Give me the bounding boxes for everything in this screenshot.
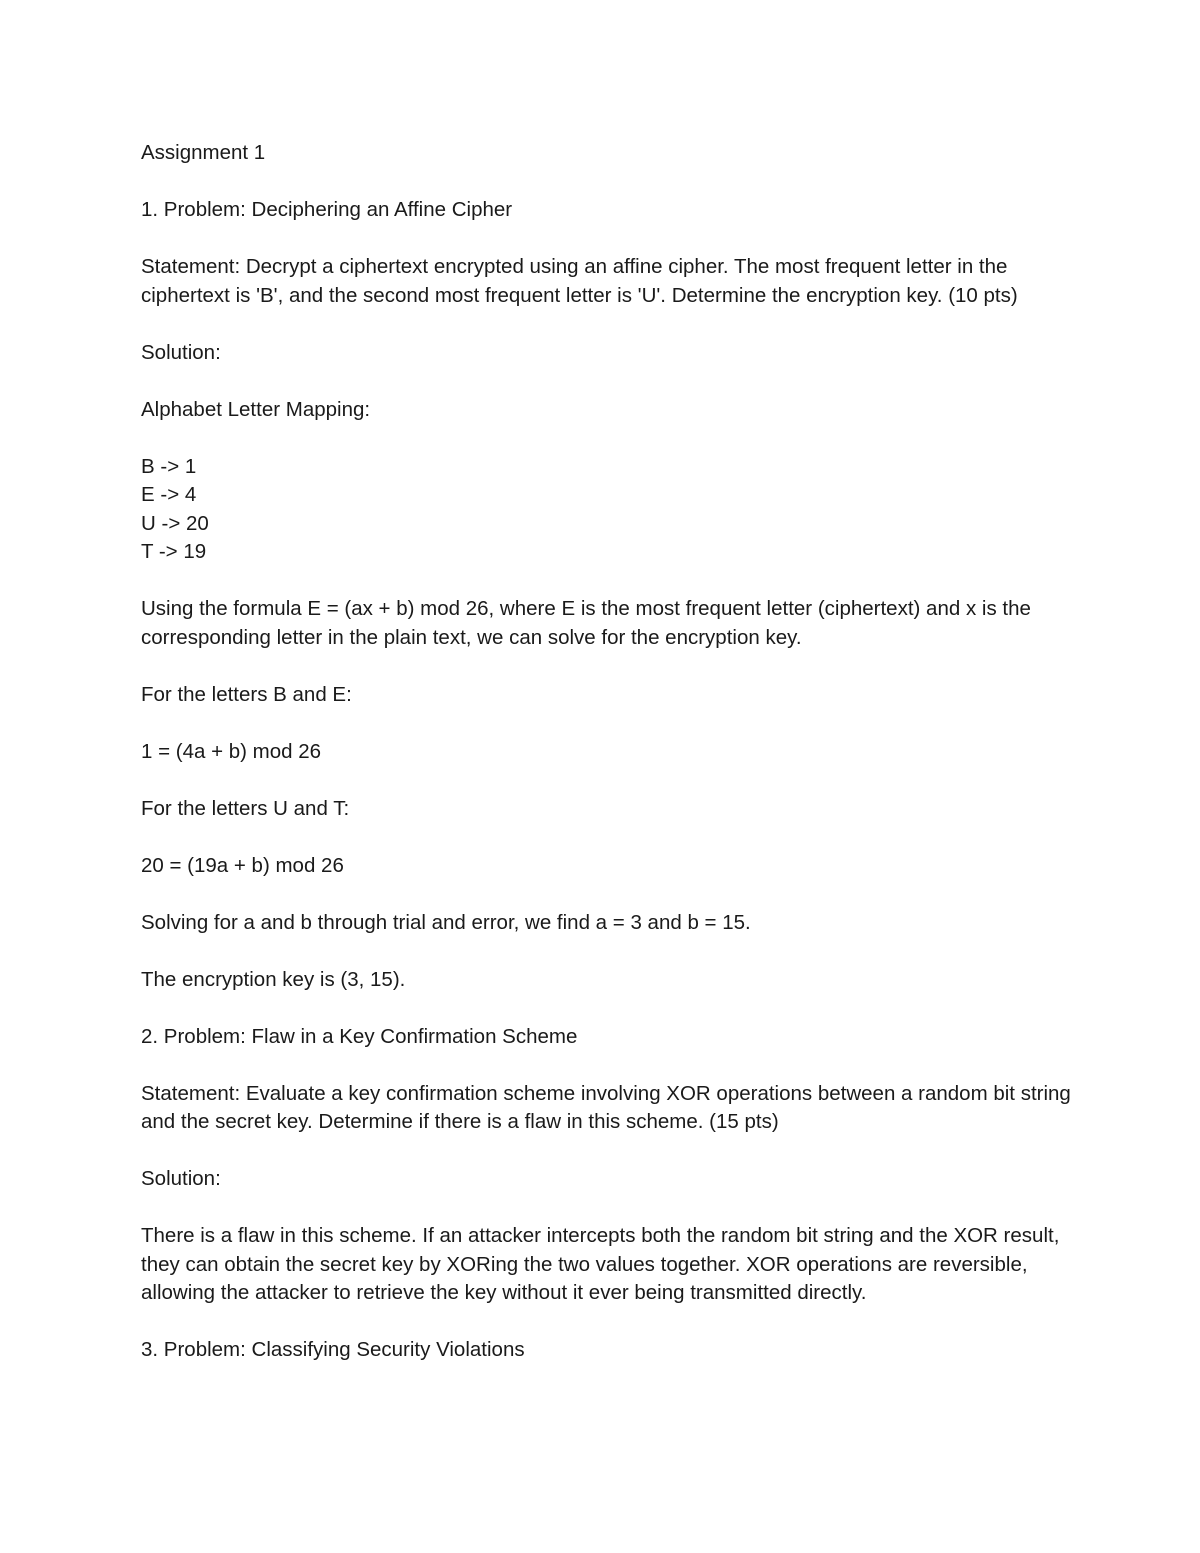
- ut-label: For the letters U and T:: [141, 796, 350, 820]
- formula-explanation: Using the formula E = (ax + b) mod 26, where E is the most frequent letter (ciphertext) and x is the corresponding letter in the plain text, we can solve for the encryption key.: [141, 597, 1031, 649]
- problem-3-heading: 3. Problem: Classifying Security Violations: [141, 1338, 525, 1361]
- mapping-item: U -> 20: [141, 511, 209, 535]
- problem-1-statement: Statement: Decrypt a ciphertext encrypted using an affine cipher. The most frequent letter in the ciphertext is 'B', and the second most frequent letter is 'U'. Determine the encryption key. (10 pts): [141, 255, 1018, 307]
- problem-1-solution-label: Solution:: [141, 340, 221, 364]
- document-title: Assignment 1: [141, 141, 266, 164]
- problem-2-statement: Statement: Evaluate a key confirmation scheme involving XOR operations between a random bit string and the secret key. Determine if there is a flaw in this scheme. (15 pts): [141, 1081, 1071, 1133]
- mapping-item: T -> 19: [141, 540, 207, 563]
- problem-2-solution-label: Solution:: [141, 1167, 221, 1190]
- problem-1-heading: 1. Problem: Deciphering an Affine Cipher: [141, 198, 513, 221]
- problem-2-solution-text: There is a flaw in this scheme. If an attacker intercepts both the random bit string and the XOR result, they can obtain the secret key by XORing the two values together. XOR operations are reversible, allowing the attacker to retrieve the key without it ever being transmitted directly.: [141, 1224, 1060, 1304]
- document-page: [141, 139, 1071, 1393]
- mapping-item: B -> 1: [141, 454, 197, 478]
- ut-equation: 20 = (19a + b) mod 26: [141, 853, 344, 877]
- mapping-item: E -> 4: [141, 483, 197, 506]
- solving-text: Solving for a and b through trial and error, we find a = 3 and b = 15.: [141, 910, 751, 934]
- mapping-label: Alphabet Letter Mapping:: [141, 397, 371, 421]
- letter-mapping-list: [141, 453, 1071, 567]
- problem-2-heading: 2. Problem: Flaw in a Key Confirmation Scheme: [141, 1024, 578, 1048]
- be-label: For the letters B and E:: [141, 682, 352, 706]
- be-equation: 1 = (4a + b) mod 26: [141, 739, 322, 763]
- encryption-key-text: The encryption key is (3, 15).: [141, 967, 406, 991]
